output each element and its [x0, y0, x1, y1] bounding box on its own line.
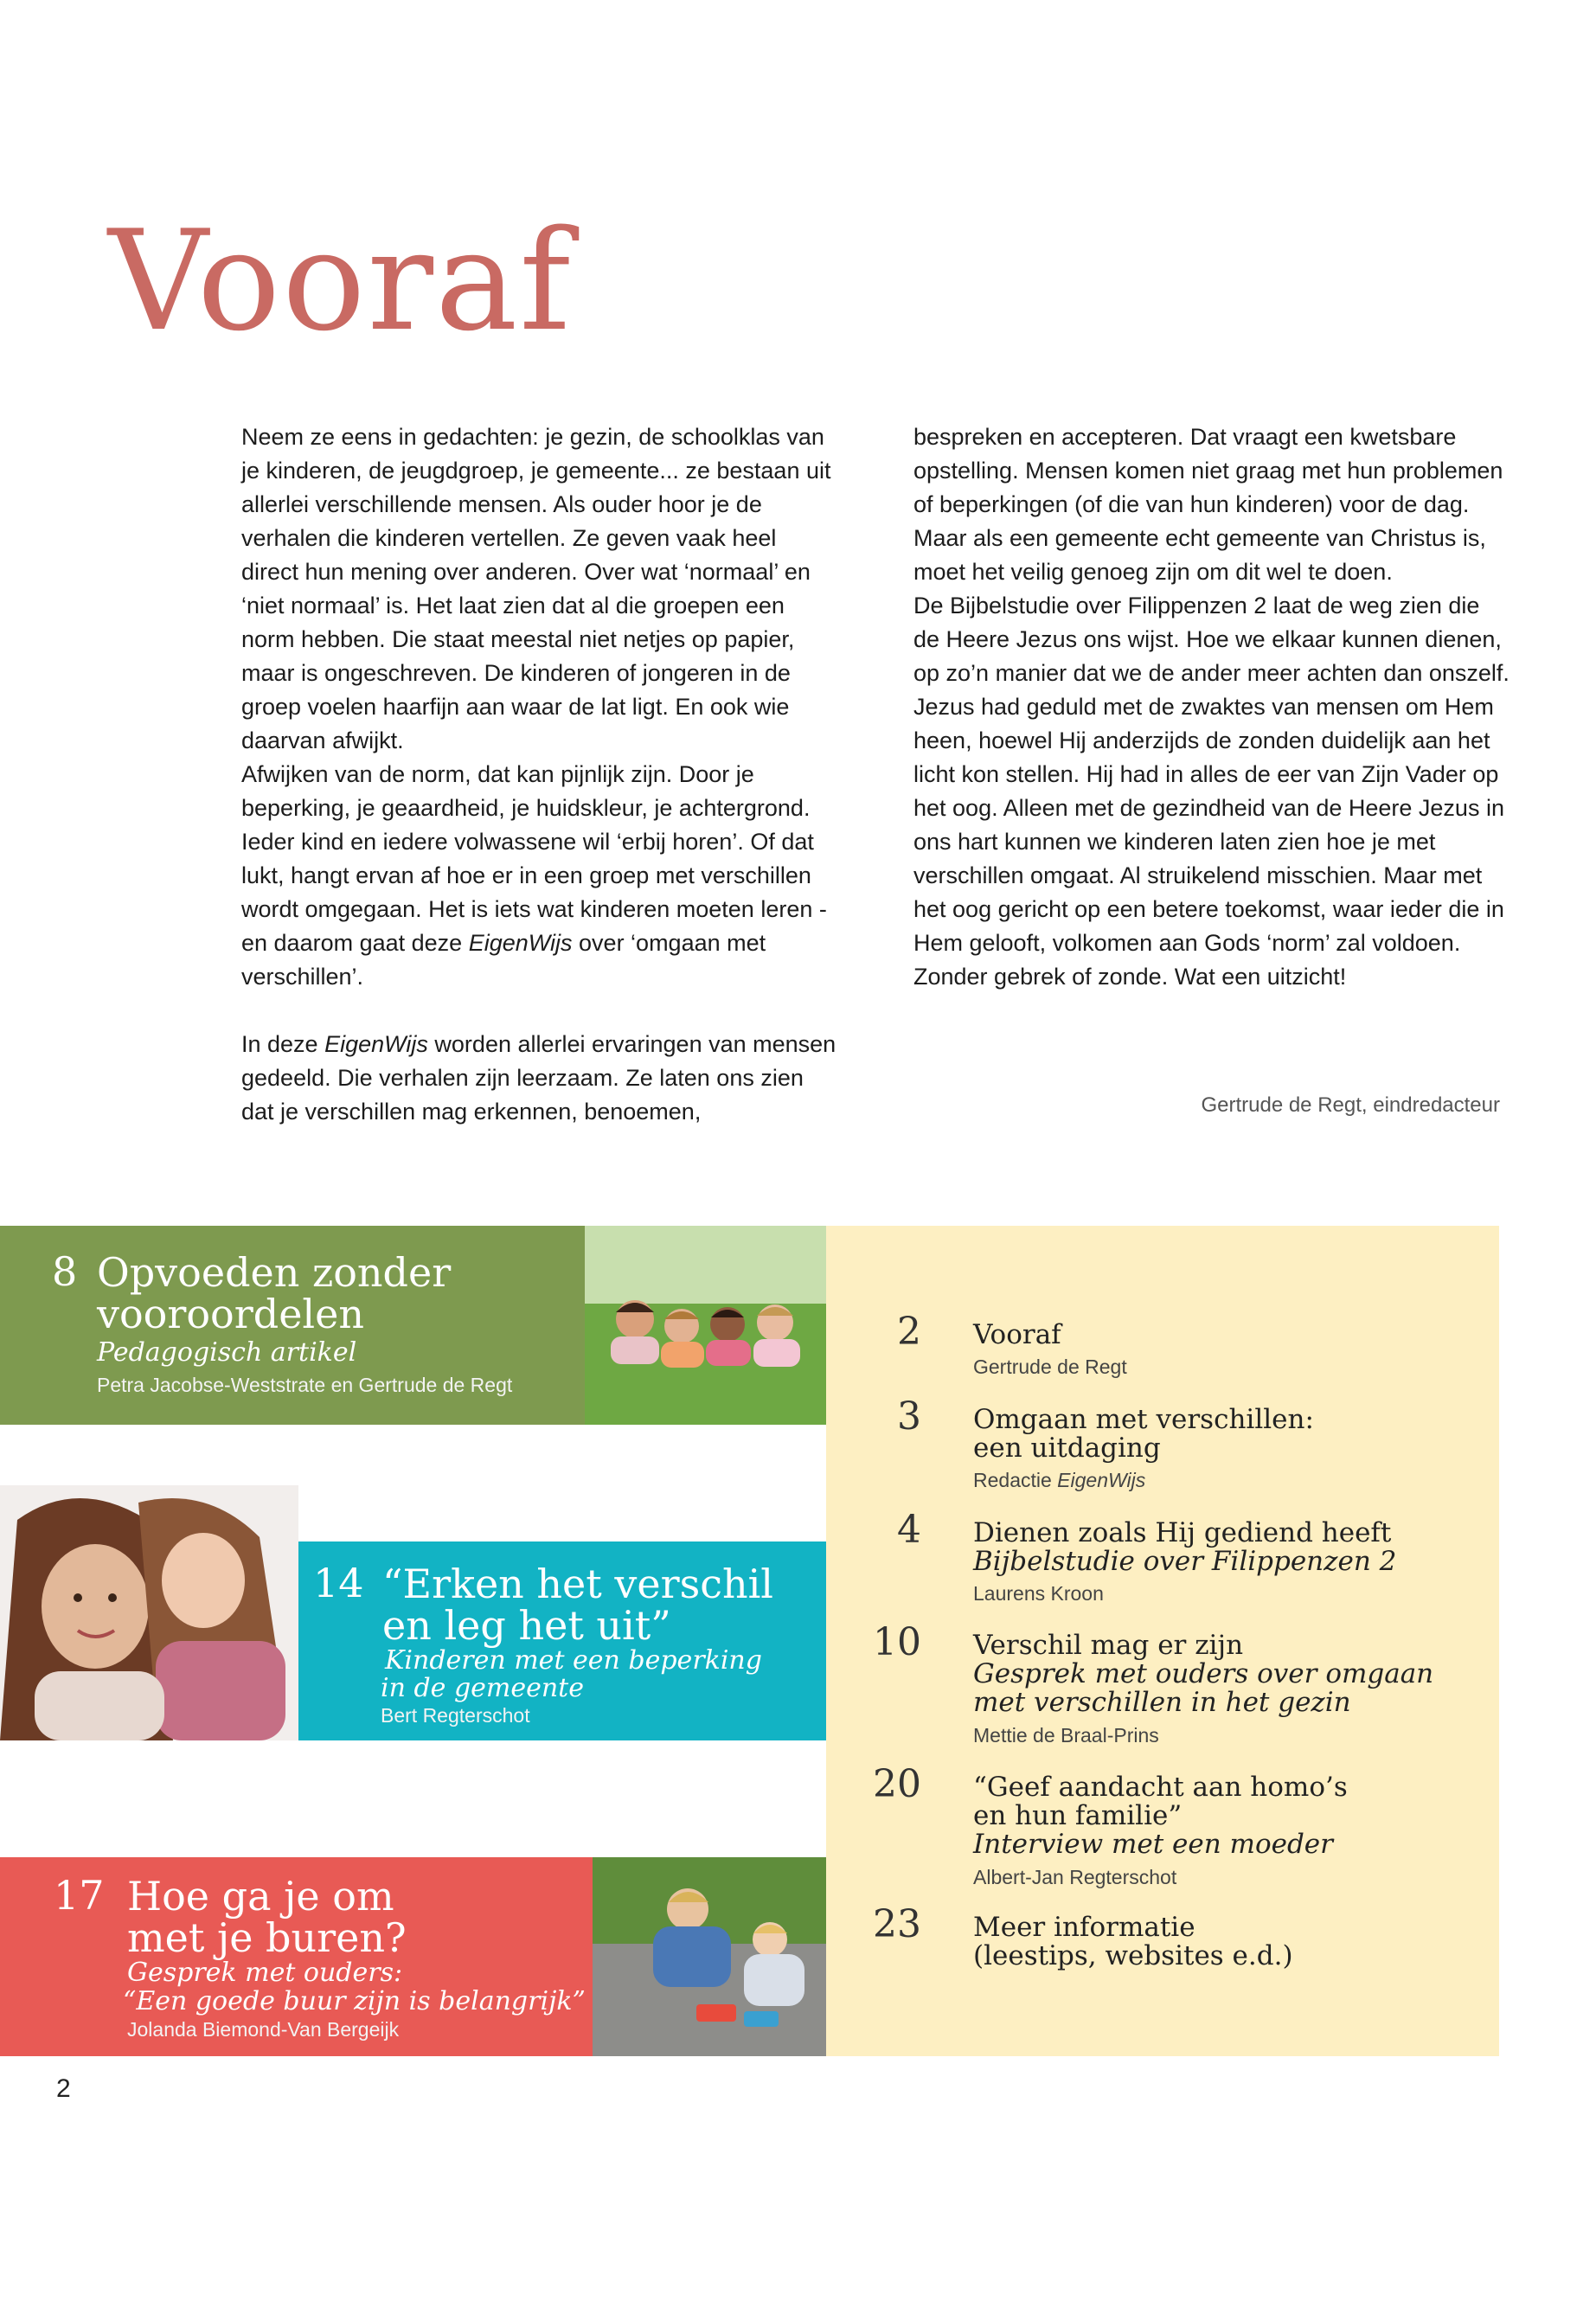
- signature: Gertrude de Regt, eindredacteur: [1201, 1093, 1500, 1117]
- toc-title[interactable]: Dienen zoals Hij gediend heeft Bijbelstudie over Filippenzen 2: [973, 1517, 1397, 1577]
- toc-author: Mettie de Braal-Prins: [973, 1724, 1159, 1747]
- feature-author: Jolanda Biemond-Van Bergeijk: [127, 2018, 400, 2041]
- feature-subtitle: in de gemeente: [381, 1673, 584, 1703]
- feature-subtitle: “Een goede buur zijn is belangrijk”: [123, 1986, 586, 2016]
- girls-photo-illustration: [0, 1485, 298, 1740]
- toc-author: Laurens Kroon: [973, 1582, 1104, 1605]
- children-lying-in-grass-photo: [585, 1226, 826, 1425]
- feature-number: 14: [313, 1560, 364, 1606]
- feature-number: 8: [52, 1248, 78, 1295]
- toc-author: Albert-Jan Regterschot: [973, 1866, 1177, 1888]
- intro-paragraph: Neem ze eens in gedachten: je gezin, de schoolklas van je kinderen, de jeugdgroep, je gemeente... ze bestaan uit allerlei verschillende mensen. Als ouder hoor je de verhalen die kinderen vertellen. Ze geven vaak heel direct hun mening over anderen. Over wat ‘normaal’ en ‘niet normaal’ is. Het laat zien dat al die groepen een norm hebben. Die staat meestal niet netjes op papier, maar is ongeschreven. De kinderen of jongeren in de groep voelen haarfijn aan waar de lat ligt. En ook wie daarvan afwijkt.: [241, 424, 831, 753]
- feature-subtitle: Gesprek met ouders:: [127, 1958, 403, 1988]
- toc-title[interactable]: Meer informatie (leestips, websites e.d.): [973, 1912, 1293, 1971]
- feature-author: Bert Regterschot: [381, 1704, 530, 1727]
- children-photo-illustration: [585, 1226, 826, 1425]
- toc-title[interactable]: Omgaan met verschillen: een uitdaging: [973, 1404, 1314, 1464]
- intro-paragraph: Afwijken van de norm, dat kan pijnlijk zijn. Door je beperking, je geaardheid, je huidskleur, je achtergrond. Ieder kind en iedere volwassene wil ‘erbij horen’. Of dat lukt, hangt ervan af hoe er in een groep met verschillen wordt omgegaan. Het is iets wat kinderen moeten leren - en daarom gaat deze EigenWijs over ‘omgaan met verschillen’.: [241, 761, 827, 990]
- feature-title[interactable]: Opvoeden zonder vooroordelen: [97, 1249, 452, 1337]
- feature-number: 17: [54, 1872, 105, 1919]
- boys-playing-with-toys-photo: [593, 1857, 826, 2056]
- toc-number: 23: [873, 1902, 921, 1946]
- intro-paragraph: De Bijbelstudie over Filippenzen 2 laat de weg zien die de Heere Jezus ons wijst. Hoe we elkaar kunnen dienen, op zo’n manier dat we de ander meer achten dan onszelf. Jezus had geduld met de zwaktes van mensen om Hem heen, hoewel Hij anderzijds de zonden duidelijk aan het licht kon stellen. Hij had in alles de eer van Zijn Vader op het oog. Alleen met de gezindheid van de Heere Jezus in ons hart kunnen we kinderen laten zien hoe je met verschillen omgaat. Al struikelend misschien. Maar met het oog gericht op een betere toekomst, waar ieder die in Hem gelooft, volkomen aan Gods ‘norm’ zal voldoen. Zonder gebrek of zonde. Wat een uitzicht!: [913, 593, 1509, 990]
- toc-number: 2: [897, 1310, 921, 1354]
- feature-title[interactable]: “Erken het verschil en leg het uit”: [382, 1561, 774, 1649]
- toc-number: 20: [873, 1762, 921, 1806]
- feature-subtitle: Pedagogisch artikel: [97, 1337, 357, 1368]
- feature-subtitle: Kinderen met een beperking: [385, 1645, 762, 1676]
- feature-author: Petra Jacobse-Weststrate en Gertrude de Regt: [97, 1374, 513, 1396]
- toc-number: 4: [897, 1508, 921, 1552]
- toc-author: Gertrude de Regt: [973, 1356, 1127, 1378]
- page-number: 2: [56, 2074, 71, 2103]
- intro-paragraph: In deze EigenWijs worden allerlei ervaringen van mensen gedeeld. Die verhalen zijn leerzaam. Ze laten ons zien dat je verschillen mag erkennen, benoemen,: [241, 1031, 836, 1125]
- intro-column-2: [913, 420, 1510, 994]
- toc-title[interactable]: “Geef aandacht aan homo’s en hun familie” Interview met een moeder: [973, 1772, 1348, 1860]
- boys-photo-illustration: [593, 1857, 826, 2056]
- toc-title[interactable]: Verschil mag er zijn Gesprek met ouders over omgaan met verschillen in het gezin: [973, 1630, 1434, 1718]
- toc-number: 3: [897, 1394, 921, 1439]
- intro-paragraph: bespreken en accepteren. Dat vraagt een kwetsbare opstelling. Mensen komen niet graag met hun problemen of beperkingen (of die van hun kinderen) voor de dag. Maar als een gemeente echt gemeente van Christus is, moet het veilig genoeg zijn om dit wel te doen.: [913, 424, 1503, 585]
- toc-title[interactable]: Vooraf: [973, 1319, 1061, 1350]
- two-girls-hugging-photo: [0, 1485, 298, 1740]
- page-title: Vooraf: [108, 200, 573, 362]
- toc-author: Redactie EigenWijs: [973, 1469, 1146, 1491]
- intro-column-1: [241, 420, 838, 1129]
- toc-number: 10: [873, 1620, 921, 1664]
- feature-title[interactable]: Hoe ga je om met je buren?: [127, 1873, 407, 1961]
